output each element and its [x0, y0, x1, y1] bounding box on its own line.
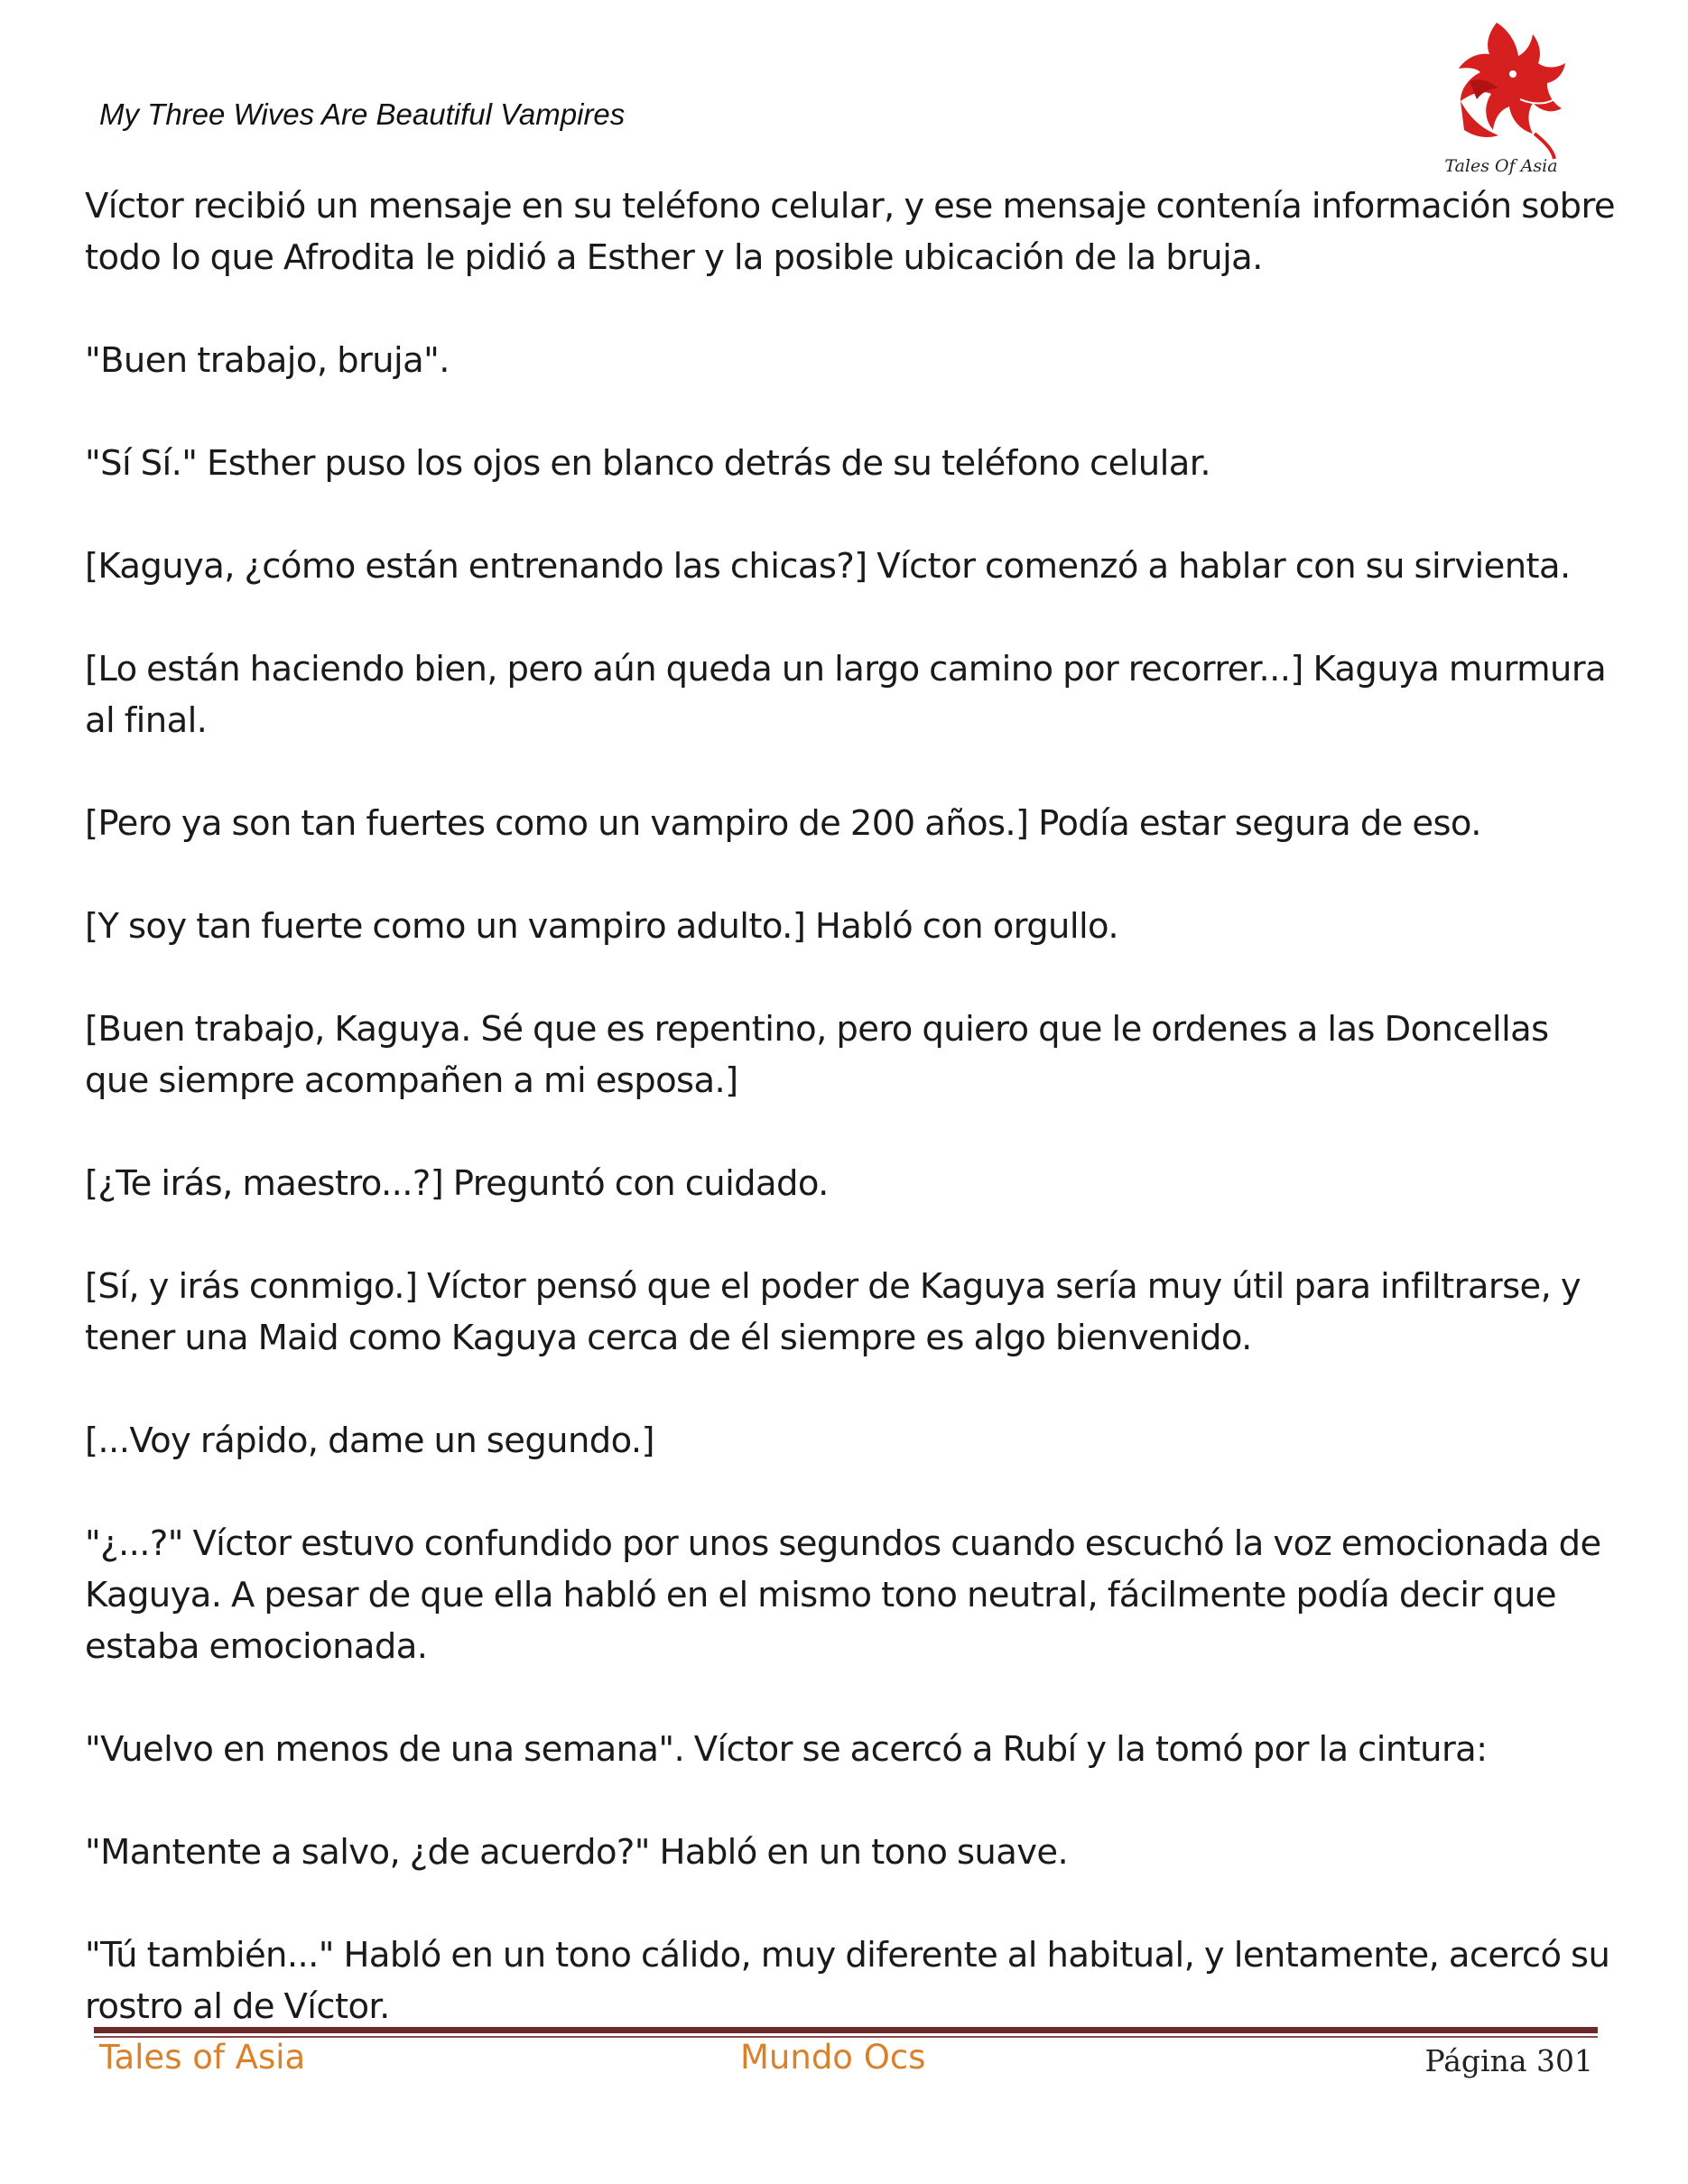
red-dragon-icon	[1433, 18, 1569, 180]
logo-caption: Tales Of Asia	[1444, 156, 1558, 176]
paragraph: [Buen trabajo, Kaguya. Sé que es repentino, pero quiero que le ordenes a las Doncellas que siempre acompañen a mi esposa.]	[85, 1009, 1549, 1101]
book-title-header: My Three Wives Are Beautiful Vampires	[99, 97, 626, 131]
tales-of-asia-logo	[1433, 18, 1569, 180]
paragraph: "Mantente a salvo, ¿de acuerdo?" Habló en un tono suave.	[85, 1832, 1069, 1873]
paragraph: "Vuelvo en menos de una semana". Víctor se acercó a Rubí y la tomó por la cintura:	[85, 1729, 1488, 1770]
paragraph: [Sí, y irás conmigo.] Víctor pensó que el poder de Kaguya sería muy útil para infiltrarse, y tener una Maid como Kaguya cerca de él siempre es algo bienvenido.	[85, 1266, 1581, 1358]
paragraph: [Pero ya son tan fuertes como un vampiro de 200 años.] Podía estar segura de eso.	[85, 803, 1481, 844]
footer-site-name: Tales of Asia	[99, 2038, 306, 2077]
paragraph: [Lo están haciendo bien, pero aún queda un largo camino por recorrer...] Kaguya murmura al final.	[85, 649, 1607, 741]
paragraph: [...Voy rápido, dame un segundo.]	[85, 1421, 654, 1461]
footer-translator: Mundo Ocs	[740, 2038, 926, 2077]
chapter-body	[85, 180, 1619, 2084]
paragraph: [Kaguya, ¿cómo están entrenando las chicas?] Víctor comenzó a hablar con su sirvienta.	[85, 546, 1571, 587]
paragraph: [¿Te irás, maestro...?] Preguntó con cuidado.	[85, 1163, 829, 1204]
paragraph: Víctor recibió un mensaje en su teléfono celular, y ese mensaje contenía información sobre todo lo que Afrodita le pidió a Esther y la posible ubicación de la bruja.	[85, 186, 1615, 278]
paragraph: "Tú también..." Habló en un tono cálido, muy diferente al habitual, y lentamente, acercó su rostro al de Víctor.	[85, 1935, 1610, 2027]
paragraph: "Sí Sí." Esther puso los ojos en blanco detrás de su teléfono celular.	[85, 443, 1211, 484]
paragraph: [Y soy tan fuerte como un vampiro adulto.] Habló con orgullo.	[85, 906, 1118, 947]
paragraph: "Buen trabajo, bruja".	[85, 340, 450, 381]
page-number: Página 301	[1424, 2043, 1593, 2078]
footer-divider	[94, 2027, 1598, 2033]
paragraph: "¿...?" Víctor estuvo confundido por unos segundos cuando escuchó la voz emocionada de Kaguya. A pesar de que ella habló en el mismo tono neutral, fácilmente podía decir que estaba emocionada.	[85, 1523, 1601, 1667]
